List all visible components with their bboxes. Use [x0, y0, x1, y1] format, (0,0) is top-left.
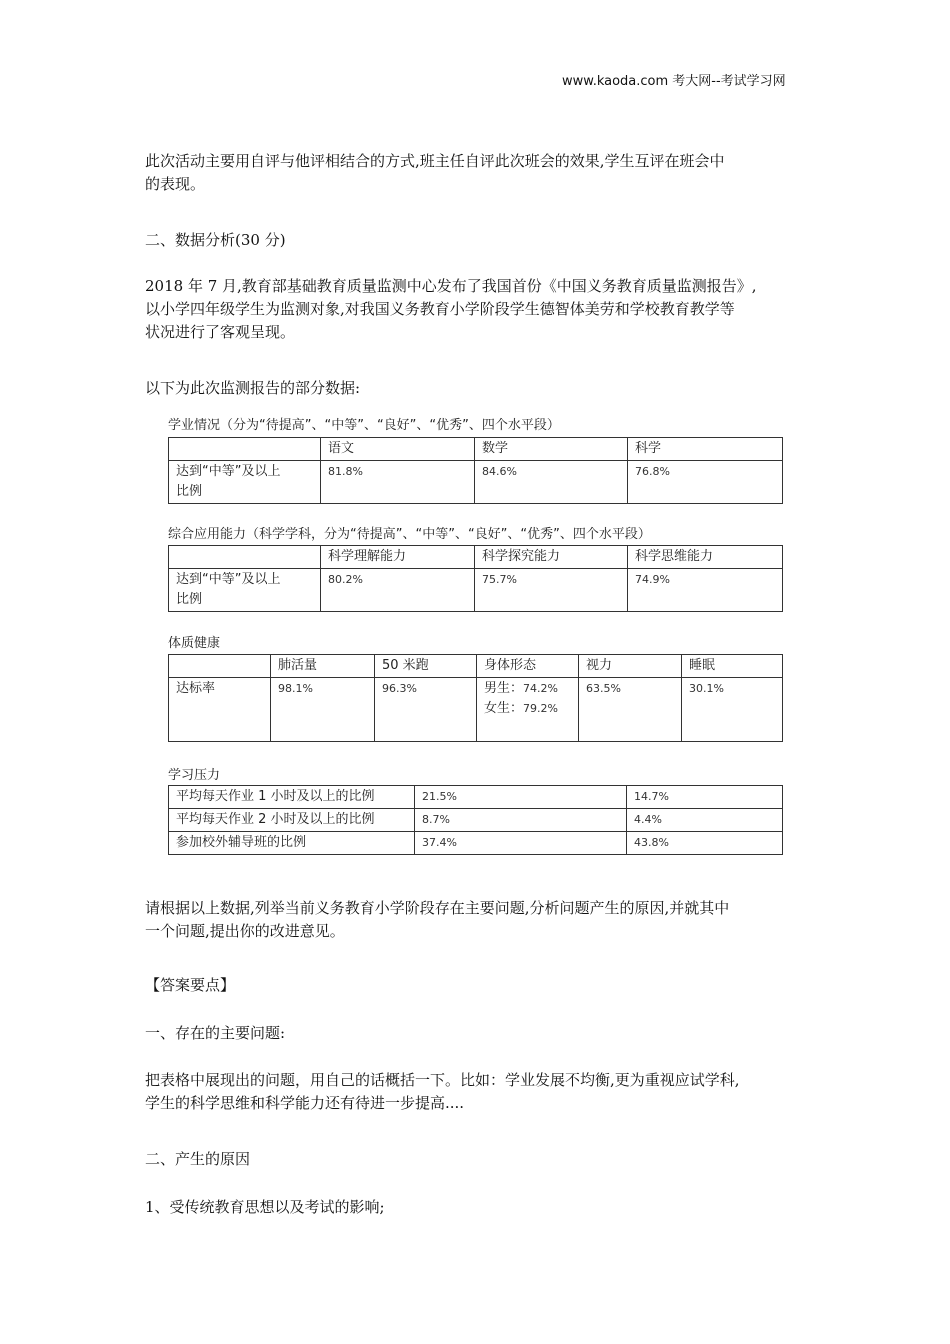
background-line-2: 以小学四年级学生为监测对象,对我国义务教育小学阶段学生德智体美劳和学校教育教学等 — [145, 300, 735, 318]
value-cell: 43.8% — [627, 832, 783, 855]
answer-point-2-item-1: 1、受传统教育思想以及考试的影响; — [145, 1198, 385, 1216]
answer-text-line-2: 学生的科学思维和科学能力还有待进一步提高.... — [145, 1094, 465, 1112]
value-cell: 37.4% — [415, 832, 627, 855]
value-cell: 30.1% — [682, 678, 783, 742]
value-cell: 98.1% — [271, 678, 375, 742]
answer-point-2: 二、产生的原因 — [145, 1150, 251, 1168]
table-header-cell: 科学探究能力 — [475, 546, 628, 569]
table-row — [169, 546, 783, 569]
ability-table — [168, 545, 783, 612]
answer-text-line-1: 把表格中展现出的问题，用自己的话概括一下。比如：学业发展不均衡,更为重视应试学科, — [145, 1071, 740, 1089]
value-cell: 80.2% — [321, 569, 475, 612]
body-shape-female — [484, 699, 571, 719]
answer-point-1-text — [145, 1069, 810, 1115]
row-label-line: 达到“中等”及以上 — [176, 572, 281, 587]
question-line-2: 一个问题,提出你的改进意见。 — [145, 922, 345, 940]
page-header-site: www.kaoda.com 考大网--考试学习网 — [562, 74, 786, 89]
health-table — [168, 654, 783, 742]
background-line-1: 2018 年 7 月,教育部基础教育质量监测中心发布了我国首份《中国义务教育质量监测报告》, — [145, 277, 757, 295]
body-shape-male — [484, 679, 571, 699]
table-row — [169, 809, 783, 832]
table-header-cell — [169, 655, 271, 678]
academic-caption: 学业情况（分为“待提高”、“中等”、“良好”、“优秀”、四个水平段） — [168, 418, 560, 433]
row-label-cell: 达标率 — [169, 678, 271, 742]
question-line-1: 请根据以上数据,列举当前义务教育小学阶段存在主要问题,分析问题产生的原因,并就其中 — [145, 899, 730, 917]
table-row — [169, 832, 783, 855]
female-label: 女生： — [484, 701, 524, 716]
table-header-cell: 科学理解能力 — [321, 546, 475, 569]
table-header-cell: 数学 — [475, 438, 628, 461]
row-label-cell — [169, 461, 321, 504]
value-cell: 96.3% — [375, 678, 477, 742]
value-cell: 8.7% — [415, 809, 627, 832]
table-row — [169, 461, 783, 504]
male-value: 74.2% — [523, 682, 558, 695]
pressure-table — [168, 785, 783, 855]
ability-caption: 综合应用能力（科学学科，分为“待提高”、“中等”、“良好”、“优秀”、四个水平段） — [168, 527, 651, 542]
value-cell: 21.5% — [415, 786, 627, 809]
table-header-cell: 语文 — [321, 438, 475, 461]
table-row — [169, 438, 783, 461]
table-header-cell — [169, 546, 321, 569]
table-header-cell: 睡眠 — [682, 655, 783, 678]
body-shape-cell — [477, 678, 579, 742]
table-row — [169, 569, 783, 612]
value-cell: 4.4% — [627, 809, 783, 832]
table-header-cell: 50 米跑 — [375, 655, 477, 678]
answer-heading: 【答案要点】 — [145, 976, 236, 994]
value-cell: 84.6% — [475, 461, 628, 504]
table-header-cell: 科学思维能力 — [628, 546, 783, 569]
row-label-line: 达到“中等”及以上 — [176, 464, 281, 479]
answer-point-1: 一、存在的主要问题: — [145, 1024, 286, 1042]
intro-line-2: 的表现。 — [145, 175, 206, 193]
question-paragraph — [145, 897, 810, 943]
value-cell: 75.7% — [475, 569, 628, 612]
academic-table — [168, 437, 783, 504]
pressure-caption: 学习压力 — [168, 768, 221, 783]
intro-paragraph — [145, 150, 810, 196]
table-row — [169, 655, 783, 678]
table-header-cell — [169, 438, 321, 461]
intro-line-1: 此次活动主要用自评与他评相结合的方式,班主任自评此次班会的效果,学生互评在班会中 — [145, 152, 725, 170]
table-header-cell: 科学 — [628, 438, 783, 461]
row-label-cell — [169, 569, 321, 612]
table-row — [169, 678, 783, 742]
value-cell: 63.5% — [579, 678, 682, 742]
value-cell: 81.8% — [321, 461, 475, 504]
row-label-cell: 平均每天作业 1 小时及以上的比例 — [169, 786, 415, 809]
table-header-cell: 身体形态 — [477, 655, 579, 678]
female-value: 79.2% — [523, 702, 558, 715]
background-paragraph — [145, 275, 810, 344]
section2-heading: 二、数据分析(30 分) — [145, 231, 286, 249]
table-header-cell: 视力 — [579, 655, 682, 678]
row-label-cell: 平均每天作业 2 小时及以上的比例 — [169, 809, 415, 832]
value-cell: 76.8% — [628, 461, 783, 504]
data-intro: 以下为此次监测报告的部分数据: — [145, 379, 361, 397]
male-label: 男生： — [484, 681, 524, 696]
table-header-cell: 肺活量 — [271, 655, 375, 678]
health-caption: 体质健康 — [168, 636, 221, 651]
row-label-line: 比例 — [176, 484, 203, 499]
value-cell: 74.9% — [628, 569, 783, 612]
row-label-cell: 参加校外辅导班的比例 — [169, 832, 415, 855]
background-line-3: 状况进行了客观呈现。 — [145, 323, 296, 341]
table-row — [169, 786, 783, 809]
row-label-line: 比例 — [176, 592, 203, 607]
value-cell: 14.7% — [627, 786, 783, 809]
